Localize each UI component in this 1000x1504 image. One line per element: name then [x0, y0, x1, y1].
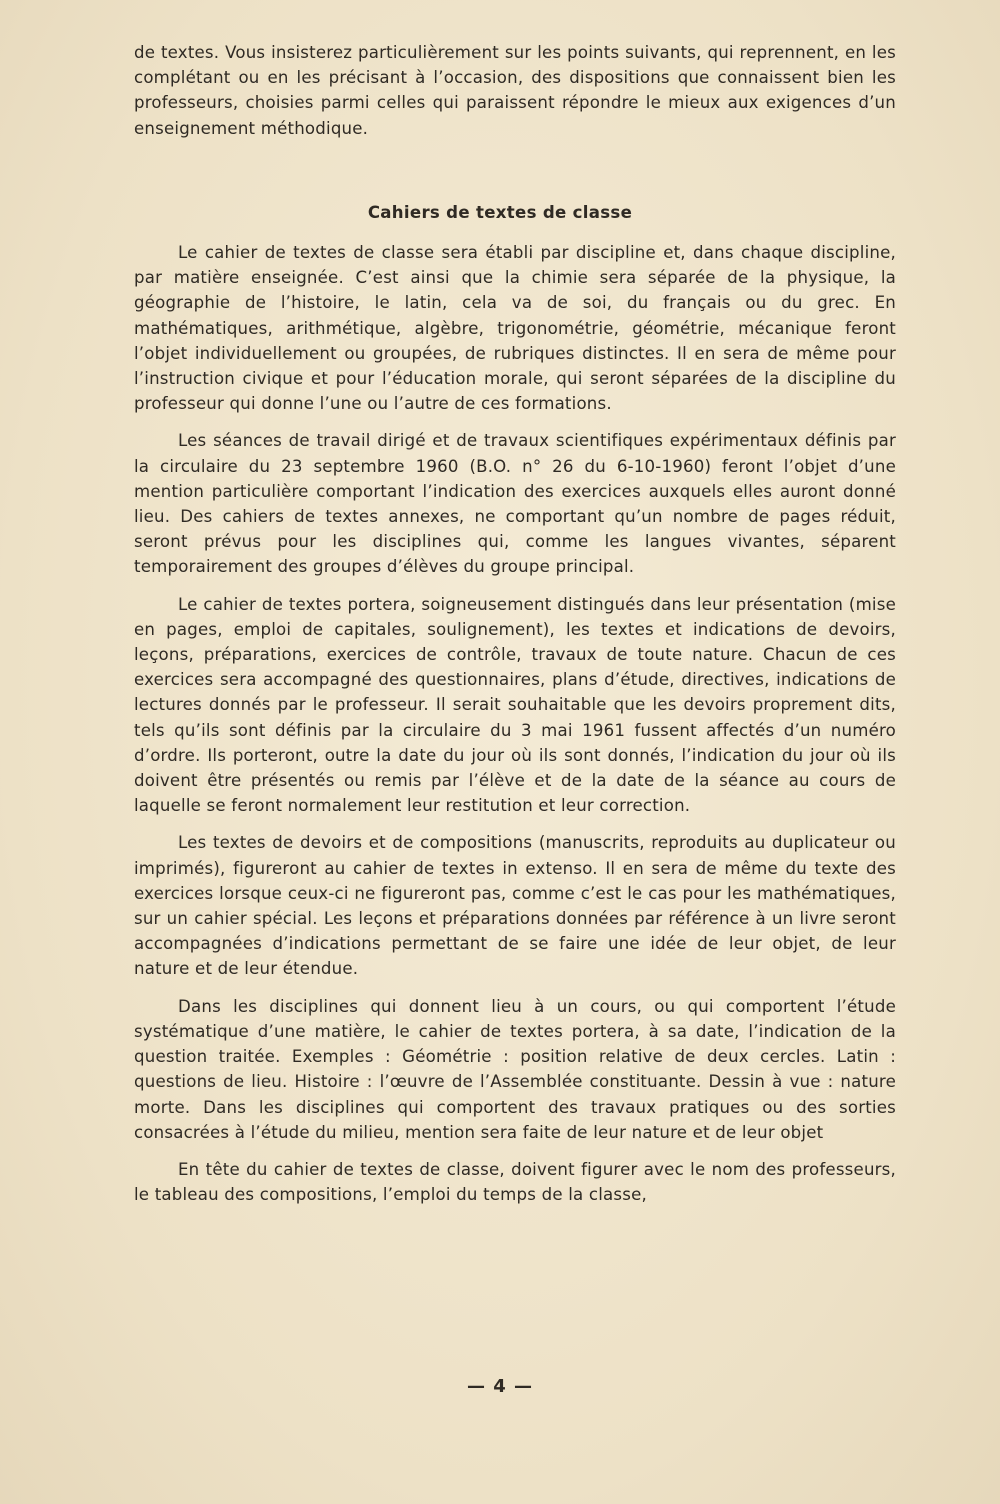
- paragraph-1: Le cahier de textes de classe sera établi par discipline et, dans chaque discipline, par matière enseignée. C’est ainsi que la chimie sera séparée de la physique, la géographie de l’histoire, le latin, cela va de soi, du français ou du grec. En mathématiques, arithmétique, algèbre, trigonométrie, géométrie, mécanique feront l’objet individuellement ou groupées, de rubriques distinctes. Il en sera de même pour l’instruction civique et pour l’éducation morale, qui seront séparées de la discipline du professeur qui donne l’une ou l’autre de ces formations.: [134, 243, 896, 414]
- paragraph-2: Les séances de travail dirigé et de travaux scientifiques expérimentaux définis par la circulaire du 23 septembre 1960 (B.O. n° 26 du 6-10-1960) feront l’objet d’une mention particulière comportant l’indication des exercices auxquels elles auront donné lieu. Des cahiers de textes annexes, ne comportant qu’un nombre de pages réduit, seront prévus pour les disciplines qui, comme les langues vivantes, séparent temporairement des groupes d’élèves du groupe principal.: [134, 431, 896, 577]
- paragraph-4: Les textes de devoirs et de compositions (manuscrits, reproduits au duplicateur ou imprimés), figureront au cahier de textes in extenso. Il en sera de même du texte des exercices lorsque ceux-ci ne figureront pas, comme c’est le cas pour les mathématiques, sur un cahier spécial. Les leçons et préparations données par référence à un livre seront accompagnées d’indications permettant de se faire une idée de leur objet, de leur nature et de leur étendue.: [134, 833, 896, 979]
- paragraph-5: Dans les disciplines qui donnent lieu à un cours, ou qui comportent l’étude systématique d’une matière, le cahier de textes portera, à sa date, l’indication de la question traitée. Exemples : Géométrie : position relative de deux cercles. Latin : questions de lieu. Histoire : l’œuvre de l’Assemblée constituante. Dessin à vue : nature morte. Dans les disciplines qui comportent des travaux pratiques ou des sorties consacrées à l’étude du milieu, mention sera faite de leur nature et de leur objet: [134, 996, 896, 1142]
- section-heading: Cahiers de textes de classe: [367, 203, 633, 222]
- paragraph-3: Le cahier de textes portera, soigneusement distingués dans leur présentation (mise en pages, emploi de capitales, soulignement), les textes et indications de devoirs, leçons, préparations, exercices de contrôle, travaux de toute nature. Chacun de ces exercices sera accompagné des questionnaires, plans d’étude, directives, indications de lectures donnés par le professeur. Il serait souhaitable que les devoirs proprement dits, tels qu’ils sont définis par la circulaire du 3 mai 1961 fussent affectés d’un numéro d’ordre. Ils porteront, outre la date du jour où ils sont donnés, l’indication du jour où ils doivent être présentés ou remis par l’élève et de la date de la séance au cours de laquelle se feront normalement leur restitution et leur correction.: [134, 594, 896, 816]
- page-number: — 4 —: [466, 1376, 534, 1397]
- intro-paragraph: de textes. Vous insisterez particulièrement sur les points suivants, qui reprennent, en les complétant ou en les précisant à l’occasion, des dispositions que connaissent bien les professeurs, choisies parmi celles qui paraissent répondre le mieux aux exigences d’un enseignement méthodique.: [134, 43, 896, 138]
- section-body: [134, 240, 896, 1219]
- paragraph-6: En tête du cahier de textes de classe, doivent figurer avec le nom des professeurs, le tableau des compositions, l’emploi du temps de la classe,: [134, 1159, 896, 1205]
